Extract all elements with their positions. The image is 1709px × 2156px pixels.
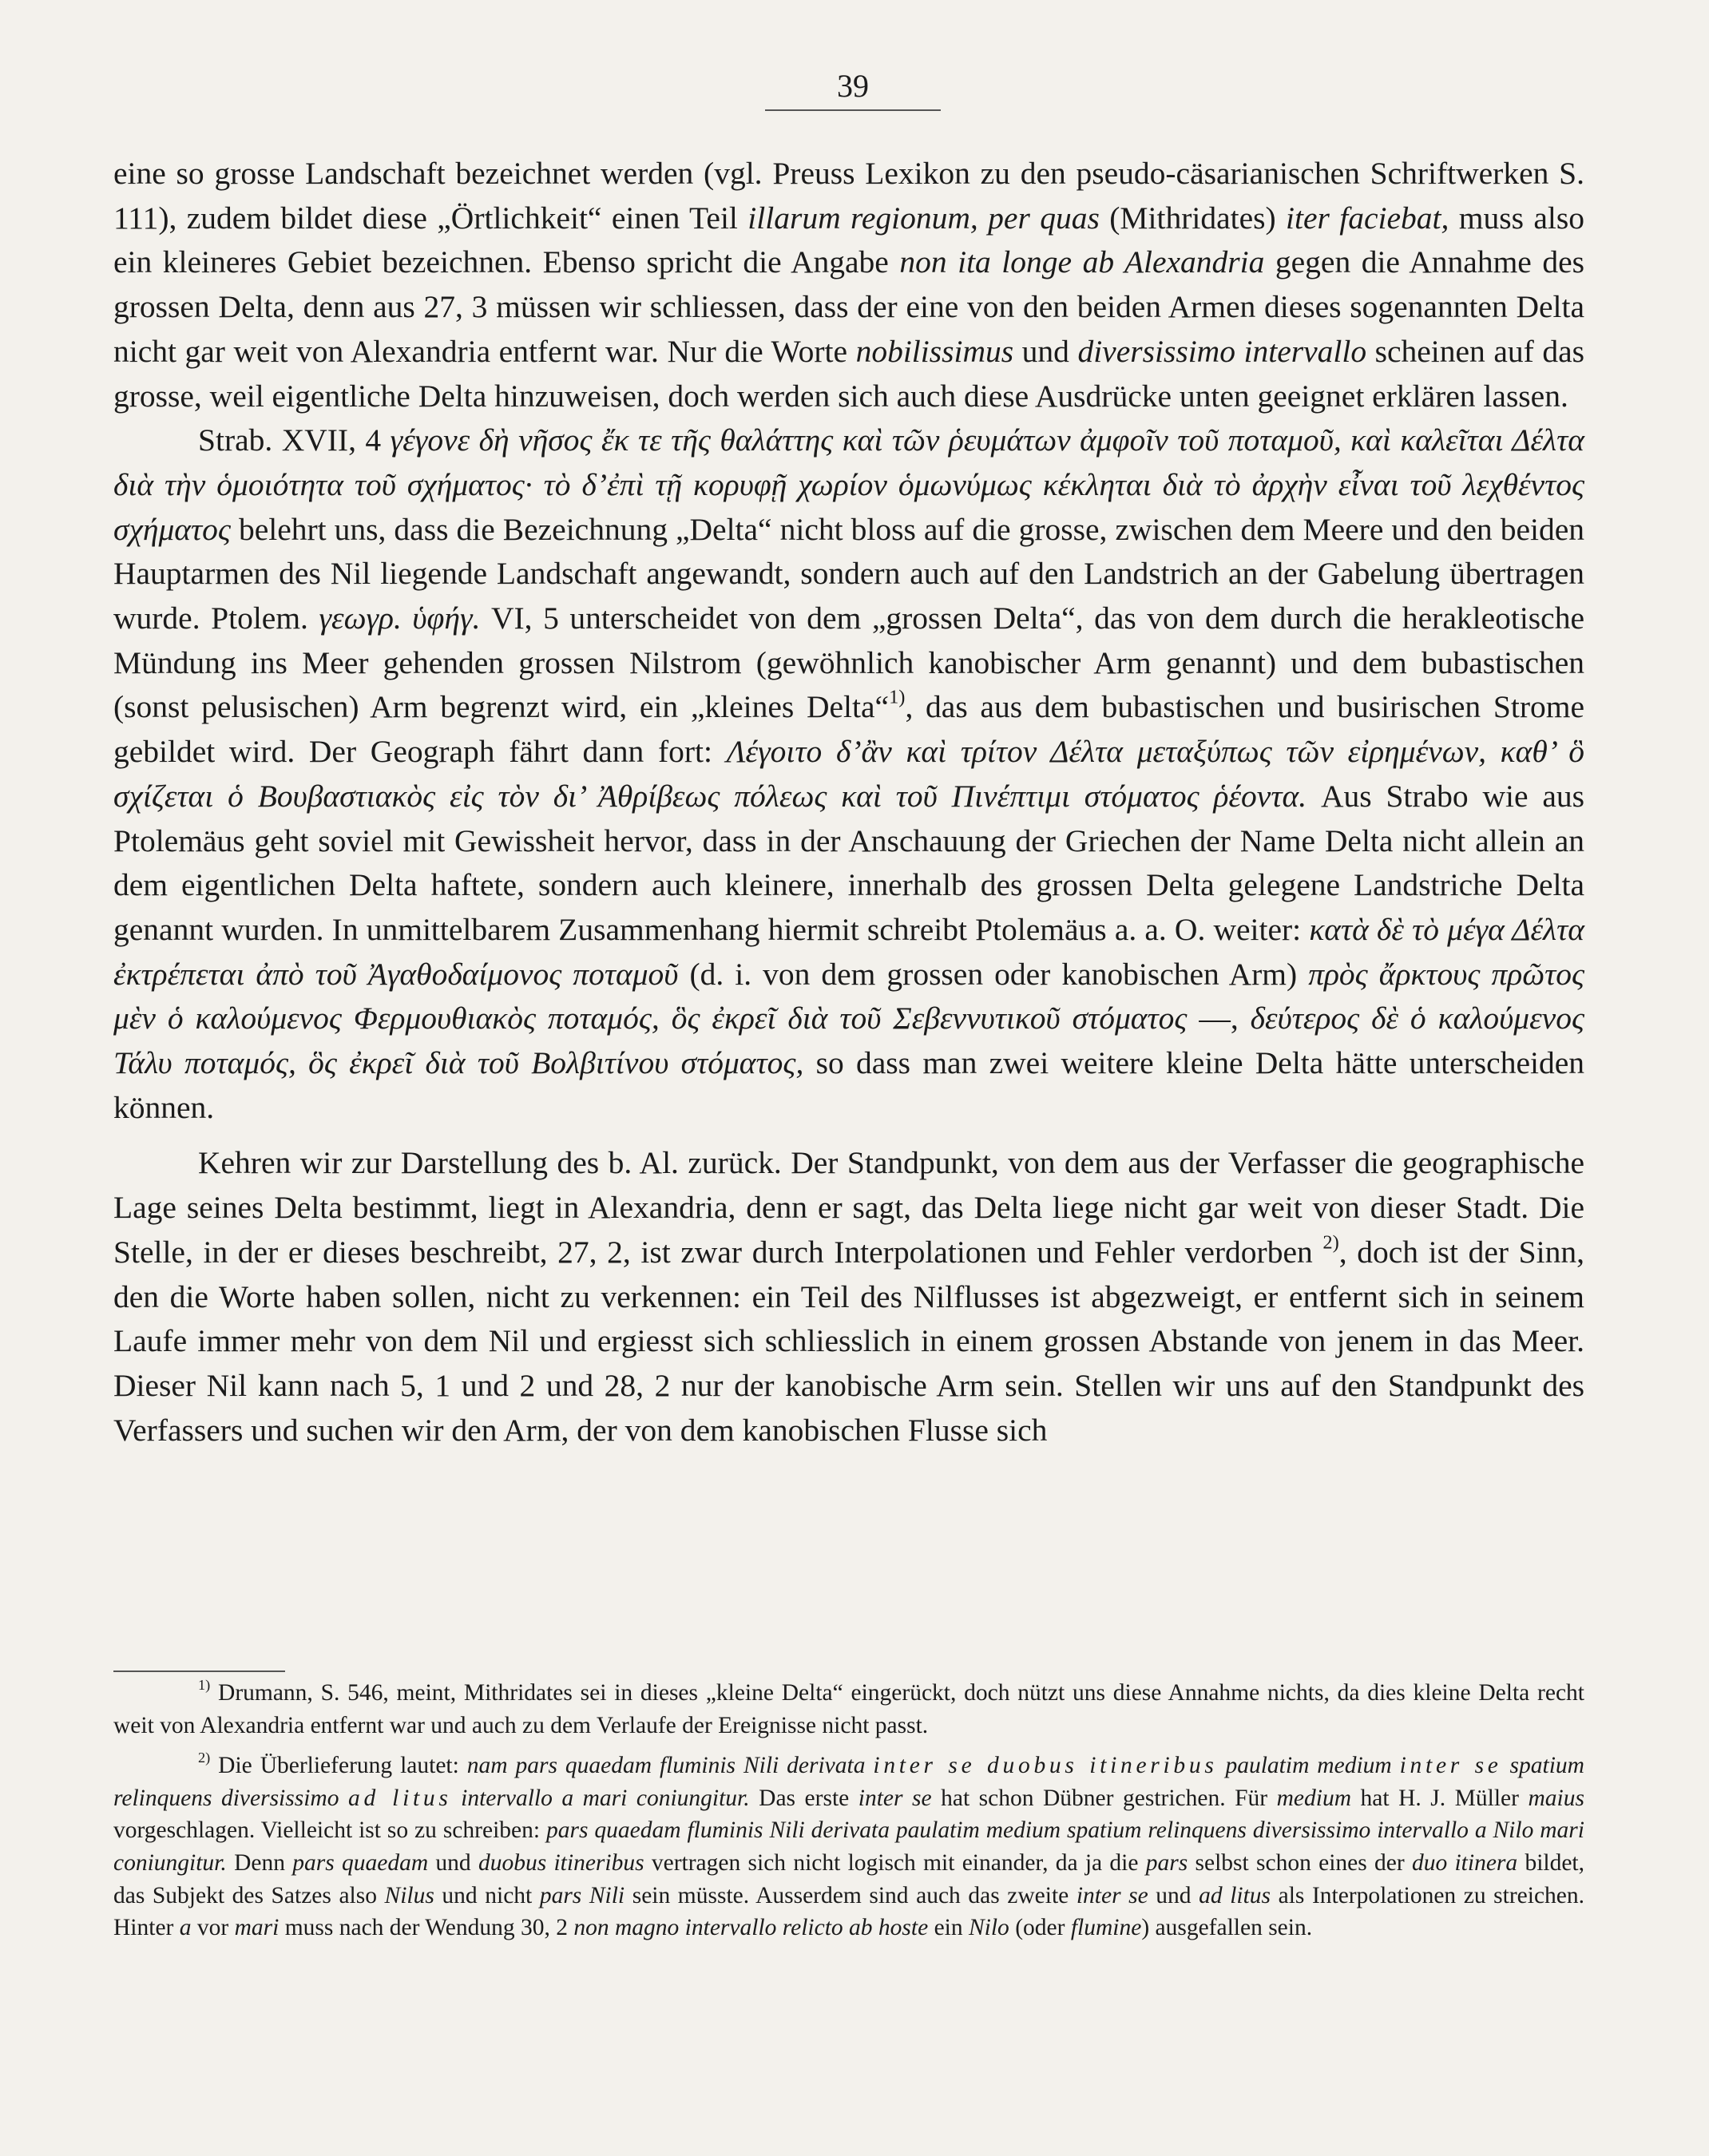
- text-run: —,: [1187, 1001, 1251, 1036]
- latin-quote: iter faciebat,: [1286, 200, 1449, 236]
- text-run: Kehren wir zur Darstellung des b. Al. zurück. Der Standpunkt, von dem aus der Verfasser die geographische Lage seines Delta bestimmt, liegt in Alexandria, denn er sagt, das Delta liege nicht gar weit von dieser Stadt. Die Stelle, in der er dieses beschreibt, 27, 2, ist zwar durch Interpolationen und Fehler verdorben: [113, 1145, 1584, 1270]
- latin-quote: a: [179, 1915, 192, 1941]
- footnote-ref-2[interactable]: 2): [1322, 1231, 1339, 1254]
- text-run: , doch ist der Sinn, den die Worte haben sollen, nicht zu verkennen: ein Teil des Nilflusses ist abgezweigt, er entfernt sich in seinem Laufe immer mehr von dem Nil und ergiesst sich schliesslich in einem grossen Abstande von jenem in das Meer. Dieser Nil kann nach 5, 1 und 2 und 28, 2 nur der kanobische Arm sein. Stellen wir uns auf den Standpunkt des Verfassers und suchen wir den Arm, der von dem kanobischen Flusse sich: [113, 1234, 1584, 1448]
- latin-quote: illarum regionum, per quas: [747, 200, 1100, 236]
- latin-quote: nobilissimus: [855, 333, 1014, 369]
- latin-quote: maius: [1528, 1785, 1584, 1811]
- text-run: und: [428, 1849, 478, 1876]
- text-run: Strab. XVII, 4: [198, 422, 391, 458]
- text-run: gegen die Annahme des grossen Delta, denn aus 27, 3 müssen wir schliessen, dass der eine von den beiden Armen dieses sogenannten Delta nicht gar weit von Alexandria entfernt war. Nur die Worte: [113, 244, 1584, 369]
- latin-quote: duo itinera: [1411, 1849, 1518, 1876]
- text-run: eine so grosse Landschaft bezeichnet werden (vgl. Preuss Lexikon zu den pseudo-cäsarianischen Schriftwerken S. 111), zudem bildet diese „Örtlichkeit“ einen Teil: [113, 156, 1584, 236]
- latin-quote: pars quaedam fluminis Nili derivata paulatim medium spatium relinquens diversissimo intervallo a Nilo mari coniungitur.: [113, 1817, 1584, 1876]
- latin-quote: pars quaedam: [292, 1849, 429, 1876]
- text-run: bildet, das Subjekt des Satzes also: [113, 1849, 1584, 1908]
- latin-quote: intervallo a mari coniungitur.: [451, 1785, 750, 1811]
- text-run: , das aus dem bubastischen und busirischen Strome gebildet wird. Der Geograph fährt dann fort:: [113, 689, 1584, 770]
- footnote-mark: 1): [198, 1676, 211, 1693]
- text-run: muss nach der Wendung 30, 2: [279, 1915, 574, 1941]
- text-run: und: [1148, 1882, 1199, 1908]
- text-run: ein: [928, 1915, 969, 1941]
- text-run: hat H. J. Müller: [1351, 1785, 1529, 1811]
- text-run: ) ausgefallen sein.: [1141, 1915, 1313, 1941]
- text-run: VI, 5 unterscheidet von dem „grossen Delta“, das von dem durch die herakleotische Mündung ins Meer gehenden grossen Nilstrom (gewöhnlich kanobischer Arm genannt) und dem bubastischen (sonst pelusischen) Arm begrenzt wird, ein „kleines Delta“: [113, 600, 1584, 725]
- footnote-divider: [113, 1671, 285, 1672]
- latin-quote: flumine: [1070, 1915, 1142, 1941]
- latin-quote: diversissimo intervallo: [1077, 333, 1367, 369]
- footnotes: [113, 1677, 1584, 1944]
- latin-quote-spaced: ad litus: [348, 1785, 452, 1811]
- text-run: muss also ein kleineres Gebiet bezeichnen. Ebenso spricht die Angabe: [113, 200, 1584, 280]
- footnote-2: [113, 1750, 1584, 1944]
- text-run: und: [1013, 333, 1078, 369]
- latin-quote: medium: [1276, 1785, 1352, 1811]
- text-run: vertragen sich nicht logisch mit einander, da ja die: [644, 1849, 1146, 1876]
- latin-quote: ad litus: [1199, 1882, 1271, 1908]
- text-run: (Mithridates): [1099, 200, 1287, 236]
- latin-quote-spaced: inter se: [1399, 1753, 1502, 1779]
- greek-quote: γεωγρ. ὑφήγ.: [319, 600, 481, 636]
- text-run: vor: [191, 1915, 235, 1941]
- latin-quote: inter se: [858, 1785, 932, 1811]
- latin-quote: pars: [1145, 1849, 1188, 1876]
- text-run: scheinen auf das grosse, weil eigentliche Delta hinzuweisen, doch werden sich auch diese Ausdrücke unten geeignet erklären lassen.: [113, 333, 1584, 414]
- greek-quote: Λέγοιτο δ’ἂν καὶ τρίτον Δέλτα μεταξύπως τῶν εἰρημένων, καθ’ ὃ σχίζεται ὁ Βουβαστιακὸς εἰς τὸν δι’ Ἀθρίβεως πόλεως καὶ τοῦ Πινέπτιμι στόματος ῥέοντα.: [113, 734, 1584, 814]
- text-run: belehrt uns, dass die Bezeichnung „Delta“ nicht bloss auf die grosse, zwischen dem Meere und den beiden Hauptarmen des Nil liegende Landschaft angewandt, sondern auch auf den Landstrich an der Gabelung übertragen wurde. Ptolem.: [113, 511, 1584, 636]
- text-run: vorgeschlagen. Vielleicht ist so zu schreiben:: [113, 1817, 546, 1844]
- paragraph-2: [113, 418, 1584, 1130]
- latin-quote: spatium relinquens diversissimo: [113, 1753, 1584, 1811]
- text-run: selbst schon eines der: [1188, 1849, 1412, 1876]
- text-run: (d. i. von dem grossen oder kanobischen Arm): [678, 956, 1309, 992]
- paragraph-1: [113, 152, 1584, 418]
- text-run: Denn: [226, 1849, 293, 1876]
- text-run: Aus Strabo wie aus Ptolemäus geht soviel mit Gewissheit hervor, dass in der Anschauung der Griechen der Name Delta nicht allein an dem eigentlichen Delta haftete, sondern auch kleinere, innerhalb des grossen Delta gelegene Landstriche Delta genannt wurden. In unmittelbarem Zusammenhang hiermit schreibt Ptolemäus a. a. O. weiter:: [113, 778, 1585, 947]
- latin-quote: inter se: [1076, 1882, 1148, 1908]
- text-run: Die Überlieferung lautet:: [210, 1753, 467, 1779]
- main-text: [113, 152, 1584, 1453]
- latin-quote: mari: [234, 1915, 280, 1941]
- text-run: Das erste: [749, 1785, 858, 1811]
- footnote-ref-1[interactable]: 1): [889, 686, 906, 708]
- latin-quote: pars Nili: [539, 1882, 625, 1908]
- greek-quote: πρὸς ἄρκτους πρῶτος μὲν ὁ καλούμενος Φερμουθιακὸς ποταμός, ὃς ἐκρεῖ διὰ τοῦ Σεβεννυτικοῦ στόματος: [113, 956, 1585, 1036]
- greek-quote: κατὰ δὲ τὸ μέγα Δέλτα ἐκτρέπεται ἀπὸ τοῦ Ἀγαθοδαίμονος ποταμοῦ: [113, 911, 1584, 992]
- latin-quote: non magno intervallo relicto ab hoste: [573, 1915, 929, 1941]
- text-run: hat schon Dübner gestrichen. Für: [931, 1785, 1277, 1811]
- latin-quote: Nilo: [968, 1915, 1009, 1941]
- text-run: so dass man zwei weitere kleine Delta hätte unterscheiden können.: [113, 1045, 1585, 1125]
- paragraph-3: [113, 1141, 1584, 1453]
- latin-quote-spaced: inter se duobus itineribus: [873, 1753, 1218, 1779]
- latin-quote: paulatim medium: [1217, 1753, 1400, 1779]
- text-run: sein müsste. Ausserdem sind auch das zweite: [625, 1882, 1077, 1908]
- footnote-text: Drumann, S. 546, meint, Mithridates sei in dieses „kleine Delta“ eingerückt, doch nützt uns diese Annahme nichts, da dies kleine Delta recht weit von Alexandria entfernt war und auch zu dem Verlaufe der Ereignisse nicht passt.: [113, 1680, 1584, 1738]
- footnote-1: [113, 1677, 1584, 1742]
- text-run: als Interpolationen zu streichen. Hinter: [113, 1882, 1585, 1941]
- latin-quote: Nilus: [384, 1882, 434, 1908]
- latin-quote: non ita longe ab Alexandria: [899, 244, 1265, 280]
- footnote-mark: 2): [198, 1750, 211, 1766]
- text-run: (oder: [1009, 1915, 1071, 1941]
- page-number: 39: [765, 67, 941, 111]
- latin-quote: duobus itineribus: [478, 1849, 644, 1876]
- latin-quote: nam pars quaedam fluminis Nili derivata: [466, 1753, 874, 1779]
- text-run: und nicht: [434, 1882, 540, 1908]
- greek-quote: γέγονε δὴ νῆσος ἔκ τε τῆς θαλάττης καὶ τῶν ῥευμάτων ἀμφοῖν τοῦ ποταμοῦ, καὶ καλεῖται Δέλτα διὰ τὴν ὁμοιότητα τοῦ σχήματος· τὸ δ’ἐπὶ τῇ κορυφῇ χωρίον ὁμωνύμως κέκληται διὰ τὸ ἀρχὴν εἶναι τοῦ λεχθέντος σχήματος: [113, 422, 1584, 547]
- greek-quote: δεύτερος δὲ ὁ καλούμενος Τάλυ ποταμός, ὃς ἐκρεῖ διὰ τοῦ Βολβιτίνου στόματος,: [113, 1001, 1584, 1081]
